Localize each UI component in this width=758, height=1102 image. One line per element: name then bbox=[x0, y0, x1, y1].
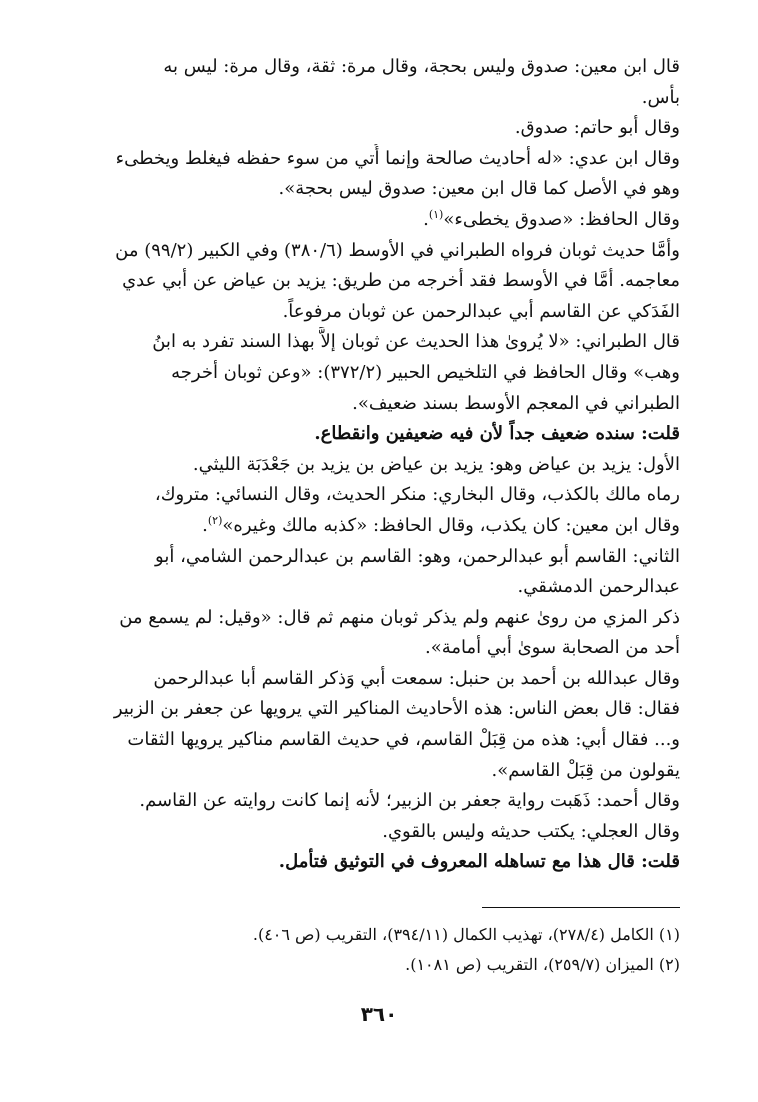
footnote-2: (٢) الميزان (٢٥٩/٧)، التقريب (ص ١٠٨١). bbox=[405, 955, 680, 974]
text-line-9: الفَدَكي عن القاسم أبي عبدالرحمن عن ثوبان مرفوعاً. bbox=[282, 300, 680, 322]
footnote-1: (١) الكامل (٢٧٨/٤)، تهذيب الكمال (٣٩٤/١١)، التقريب (ص ٤٠٦). bbox=[252, 925, 680, 944]
text-line-19: ذكر المزي من روىٰ عنهم ولم يذكر ثوبان منهم ثم قال: «وقيل: لم يسمع من bbox=[119, 606, 680, 628]
text-line-23: و... فقال أبي: هذه من قِبَلْ القاسم، في حديث القاسم مناكير يرويها الثقات bbox=[127, 729, 680, 751]
text-line-14: الأول: يزيد بن عياض وهو: يزيد بن عياض بن يزيد بن جَعْدَبَة الليثي. bbox=[192, 453, 680, 475]
text-line-27: قلت: قال هذا مع تساهله المعروف في التوثيق فتأمل. bbox=[278, 851, 680, 873]
text-line-13: قلت: سنده ضعيف جداً لأن فيه ضعيفين وانقطاع. bbox=[314, 423, 680, 445]
text-line-6-body: وقال الحافظ: «صدوق يخطىء» bbox=[443, 208, 680, 230]
text-line-21: وقال عبدالله بن أحمد بن حنبل: سمعت أبي وَذكر القاسم أبا عبدالرحمن bbox=[153, 667, 680, 689]
text-line-4: وقال ابن عدي: «له أحاديث صالحة وإنما أُتي من سوء حفظه فيغلط ويخطىء bbox=[115, 147, 680, 169]
footnote-ref-2: (٢) bbox=[207, 513, 223, 527]
text-line-20: أحد من الصحابة سوىٰ أبي أمامة». bbox=[424, 637, 680, 659]
text-line-8: معاجمه. أمَّا في الأوسط فقد أخرجه من طريق: يزيد بن عياض عن أبي عدي bbox=[122, 270, 680, 292]
text-line-5: وهو في الأصل كما قال ابن معين: صدوق ليس بحجة». bbox=[278, 178, 680, 200]
text-line-3: وقال أبو حاتم: صدوق. bbox=[514, 117, 680, 139]
text-line-10: قال الطبراني: «لا يُروىٰ هذا الحديث عن ثوبان إلاَّ بهذا السند تفرد به ابنُ bbox=[152, 331, 680, 353]
text-line-16: وقال ابن معين: كان يكذب، وقال الحافظ: «كذبه مالك وغيره»$^{(٢)}$. bbox=[202, 513, 680, 536]
text-line-11: وهب» وقال الحافظ في التلخيص الحبير (٣٧٢/٢): «وعن ثوبان أخرجه bbox=[171, 361, 680, 383]
text-line-7: وأمَّا حديث ثوبان فرواه الطبراني في الأوسط (٣٨٠/٦) وفي الكبير (٩٩/٢) من bbox=[115, 239, 680, 261]
text-line-17: الثاني: القاسم أبو عبدالرحمن، وهو: القاسم بن عبدالرحمن الشامي، أبو bbox=[155, 545, 680, 567]
text-line-15: رماه مالك بالكذب، وقال البخاري: منكر الحديث، وقال النسائي: متروك، bbox=[154, 484, 680, 506]
text-line-25: وقال أحمد: ذَهَبت رواية جعفر بن الزبير؛ لأنه إنما كانت روايته عن القاسم. bbox=[139, 790, 680, 812]
text-line-24: يقولون من قِبَلْ القاسم». bbox=[491, 759, 680, 781]
text-line-22: فقال: قال بعض الناس: هذه الأحاديث المناكير التي يرويها عن جعفر بن الزبير bbox=[113, 698, 680, 720]
page-number: ٣٦٠ bbox=[360, 1002, 398, 1026]
footnote-ref-1: (١) bbox=[428, 207, 444, 221]
text-line-2: بأس. bbox=[641, 86, 680, 108]
footnotes bbox=[76, 920, 680, 980]
text-line-18: عبدالرحمن الدمشقي. bbox=[517, 576, 680, 598]
text-line-16-body: وقال ابن معين: كان يكذب، وقال الحافظ: «كذبه مالك وغيره» bbox=[222, 514, 680, 536]
text-line-12: الطبراني في المعجم الأوسط بسند ضعيف». bbox=[352, 392, 680, 414]
footnote-divider bbox=[482, 907, 680, 908]
text-line-6: وقال الحافظ: «صدوق يخطىء»$^{(١)}$. bbox=[423, 207, 680, 230]
text-line-26: وقال العجلي: يكتب حديثه وليس بالقوي. bbox=[382, 820, 680, 842]
main-text bbox=[76, 52, 680, 878]
text-line-1: قال ابن معين: صدوق وليس بحجة، وقال مرة: ثقة، وقال مرة: ليس به bbox=[163, 56, 680, 77]
